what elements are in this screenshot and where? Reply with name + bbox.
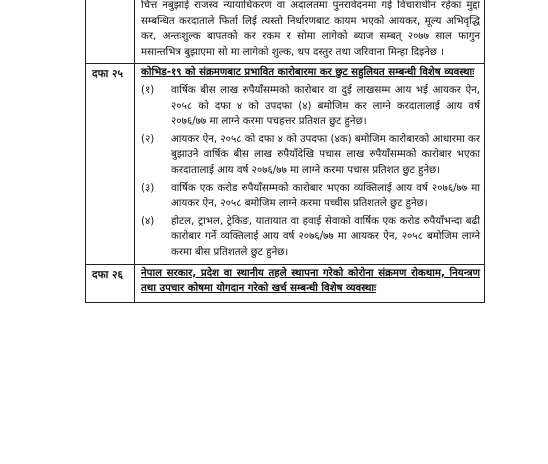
item-text: आयकर ऐन, २०५८ को दफा ४ को उपदफा (४क) बमोजिम कारोबारको आधारमा कर बुझाउने वार्षिक बीस लाख रुपैयाँदेखि पचास लाख रुपैयाँसम्मको कारोबार भएका करदातालाई आय वर्ष २०७६/७७ मा लाग्ने करमा पचास प्रतिशत छुट हुनेछ। <box>171 133 480 176</box>
list-item <box>141 83 480 130</box>
table-row <box>86 64 485 264</box>
section-label: दफा २५ <box>86 64 135 264</box>
table-row <box>86 0 485 64</box>
item-text: वार्षिक बीस लाख रुपैयाँसम्मको कारोबार वा दुई लाखसम्म आय भई आयकर ऐन, २०५८ को दफा ४ को उपदफा (४) बमोजिम कर लाग्ने करदातालाई आय वर्ष २०७६/७७ मा लाग्ने करमा पचहत्तर प्रतिशत छुट हुनेछ। <box>171 84 480 128</box>
item-number: (१) <box>141 84 155 96</box>
list-item <box>141 132 480 179</box>
law-sections-table <box>85 0 485 303</box>
item-text: वार्षिक एक करोड रुपैयाँसम्मको कारोबार भएका व्यक्तिलाई आय वर्ष २०७६/७७ मा आयकर ऐन, २०५८ बमोजिम लाग्ने करमा पच्चीस प्रतिशतले छुट हुनेछ। <box>171 182 480 210</box>
section-content <box>135 0 485 64</box>
item-number: (३) <box>141 182 155 194</box>
list-item <box>141 181 480 212</box>
list-item <box>141 214 480 261</box>
section-heading: नेपाल सरकार, प्रदेश वा स्थानीय तहले स्थापना गरेको कोरोना संक्रमण रोकथाम, नियन्त्रण तथा उपचार कोषमा योगदान गरेको खर्च सम्बन्धी विशेष व्यवस्थाः <box>141 267 480 295</box>
item-text: होटल, ट्राभल, ट्रेकिङ, यातायात वा हवाई सेवाको वार्षिक एक करोड रुपैयाँभन्दा बढी कारोबार गर्ने व्यक्तिलाई आय वर्ष २०७६/७७ मा आयकर ऐन, २०५८ बमोजिम लाग्ने करमा बीस प्रतिशतले छुट हुनेछ। <box>171 215 480 258</box>
section-heading: कोभिड-१९ को संक्रमणबाट प्रभावित कारोबारमा कर छुट सहुलियत सम्बन्धी विशेष व्यवस्थाः <box>141 67 475 79</box>
table-row <box>86 264 485 302</box>
section-paragraph: चित्त नबुझाई राजस्व न्यायाधिकरण वा अदालतमा पुनरावेदनमा गई विचाराधीन रहेका मुद्दा सम्बन्धित करदाताले फिर्ता लिई त्यस्तो निर्धारणबाट कायम भएको आयकर, मूल्य अभिवृद्धि कर, अन्तःशुल्क बापतको कर रकम र सोमा लागेको ब्याज सम्बत् २०७७ साल फागुन मसान्तभित्र बुझाएमा सो मा लागेको शुल्क, थप दस्तुर तथा जरिवाना मिन्हा दिइनेछ । <box>141 0 480 58</box>
section-label: दफा २६ <box>86 264 135 302</box>
section-label <box>86 0 135 64</box>
item-number: (२) <box>141 133 155 145</box>
item-number: (४) <box>141 215 155 227</box>
section-content <box>135 64 485 264</box>
section-content <box>135 264 485 302</box>
